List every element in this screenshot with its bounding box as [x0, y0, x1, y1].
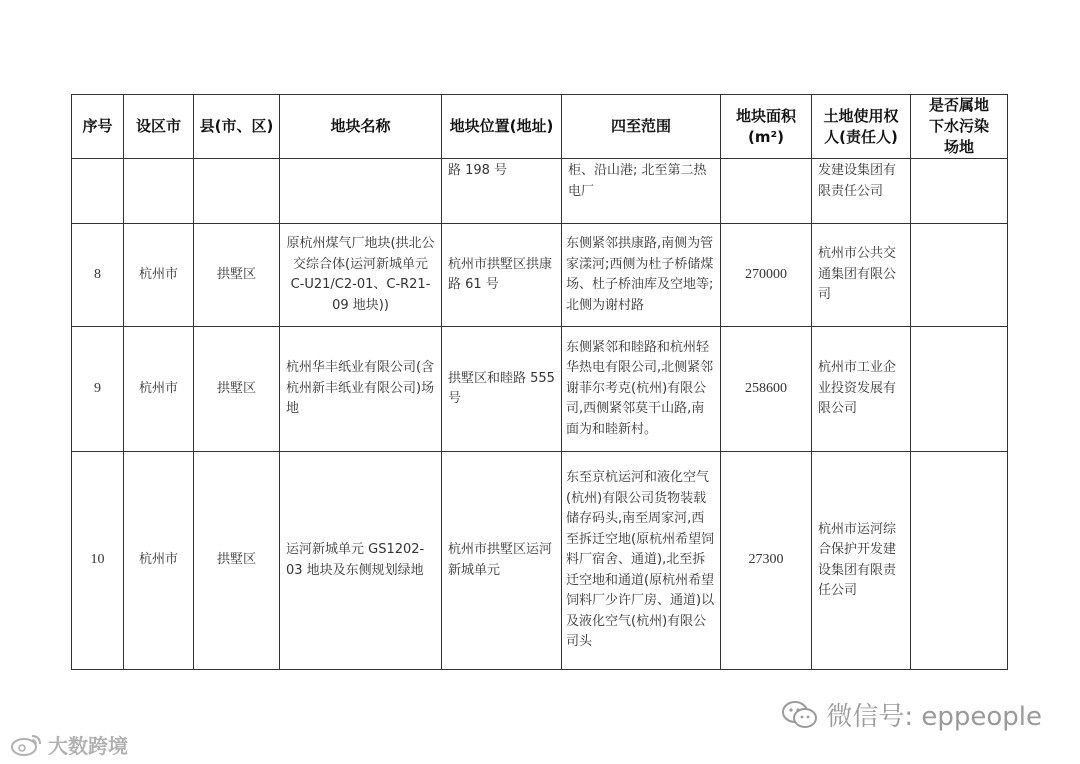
- weibo-watermark: [10, 730, 128, 759]
- land-parcel-table: [71, 94, 1008, 670]
- table-row: [72, 224, 1008, 327]
- wechat-icon: [782, 700, 818, 730]
- header-gw-line1: 是否属地: [928, 96, 989, 114]
- cont-area-cell: [721, 159, 812, 224]
- row-seq: 8: [72, 224, 124, 327]
- header-owner: [812, 95, 911, 159]
- row-city: 杭州市: [124, 327, 194, 452]
- header-county: 县(市、区): [194, 95, 280, 159]
- cont-name-cell: [280, 159, 442, 224]
- row-parcel-name: 运河新城单元 GS1202-03 地块及东侧规划绿地: [280, 452, 442, 670]
- row-bounds: 东至京杭运河和液化空气(杭州)有限公司货物装载储存码头,南至周家河,西至拆迁空地(原杭州希望饲料厂宿舍、通道),北至拆迁空地和通道(原杭州希望饲料厂少许厂房、通道)以及液化空气(杭州)有限公司头: [562, 452, 721, 670]
- row-owner: 杭州市运河综合保护开发建设集团有限责任公司: [812, 452, 911, 670]
- header-area: [721, 95, 812, 159]
- row-seq: 9: [72, 327, 124, 452]
- header-area-line2: (m²): [748, 127, 784, 146]
- cont-gw-cell: [911, 159, 1008, 224]
- row-county: 拱墅区: [194, 224, 280, 327]
- row-owner: 杭州市工业企业投资发展有限公司: [812, 327, 911, 452]
- table-row: [72, 452, 1008, 670]
- row-bounds: 东侧紧邻拱康路,南侧为管家漾河;西侧为杜子桥储煤场、杜子桥油库及空地等;北侧为谢村路: [562, 224, 721, 327]
- row-groundwater: [911, 452, 1008, 670]
- header-area-line1: 地块面积: [735, 106, 796, 125]
- cont-owner-cell: 发建设集团有限责任公司: [812, 159, 911, 224]
- cont-bounds-cell: 柜、沿山港; 北至第二热电厂: [562, 159, 721, 224]
- header-gw-line3: 场地: [943, 138, 974, 156]
- row-owner: 杭州市公共交通集团有限公司: [812, 224, 911, 327]
- weibo-icon: [10, 732, 44, 758]
- row-location: 拱墅区和睦路 555 号: [442, 327, 562, 452]
- header-groundwater: [911, 95, 1008, 159]
- cont-county-cell: [194, 159, 280, 224]
- row-county: 拱墅区: [194, 327, 280, 452]
- header-row: [72, 95, 1008, 159]
- cont-seq-cell: [72, 159, 124, 224]
- header-city: 设区市: [124, 95, 194, 159]
- row-city: 杭州市: [124, 224, 194, 327]
- row-seq: 10: [72, 452, 124, 670]
- wechat-id-text: 微信号: eppeople: [826, 702, 1042, 732]
- wechat-watermark: [782, 696, 1042, 733]
- row-groundwater: [911, 224, 1008, 327]
- row-area: 270000: [721, 224, 812, 327]
- row-groundwater: [911, 327, 1008, 452]
- continuation-row: [72, 159, 1008, 224]
- row-bounds: 东侧紧邻和睦路和杭州轻华热电有限公司,北侧紧邻谢菲尔考克(杭州)有限公司,西侧紧邻莫干山路,南面为和睦新村。: [562, 327, 721, 452]
- header-parcel-name: 地块名称: [280, 95, 442, 159]
- row-county: 拱墅区: [194, 452, 280, 670]
- header-location: 地块位置(地址): [442, 95, 562, 159]
- row-location: 杭州市拱墅区拱康路 61 号: [442, 224, 562, 327]
- cont-city-cell: [124, 159, 194, 224]
- header-bounds: 四至范围: [562, 95, 721, 159]
- header-owner-line2: 人(责任人): [824, 127, 898, 146]
- row-location: 杭州市拱墅区运河新城单元: [442, 452, 562, 670]
- weibo-account-text: 大数跨境: [48, 734, 128, 758]
- header-owner-line1: 土地使用权: [823, 106, 899, 125]
- table-row: [72, 327, 1008, 452]
- row-parcel-name: 杭州华丰纸业有限公司(含杭州新丰纸业有限公司)场地: [280, 327, 442, 452]
- row-city: 杭州市: [124, 452, 194, 670]
- cont-location-cell: 路 198 号: [442, 159, 562, 224]
- row-area: 27300: [721, 452, 812, 670]
- row-area: 258600: [721, 327, 812, 452]
- header-seq: 序号: [72, 95, 124, 159]
- row-parcel-name: 原杭州煤气厂地块(拱北公交综合体(运河新城单元 C-U21/C2-01、C-R21-09 地块)): [280, 224, 442, 327]
- header-gw-line2: 下水污染: [928, 117, 989, 135]
